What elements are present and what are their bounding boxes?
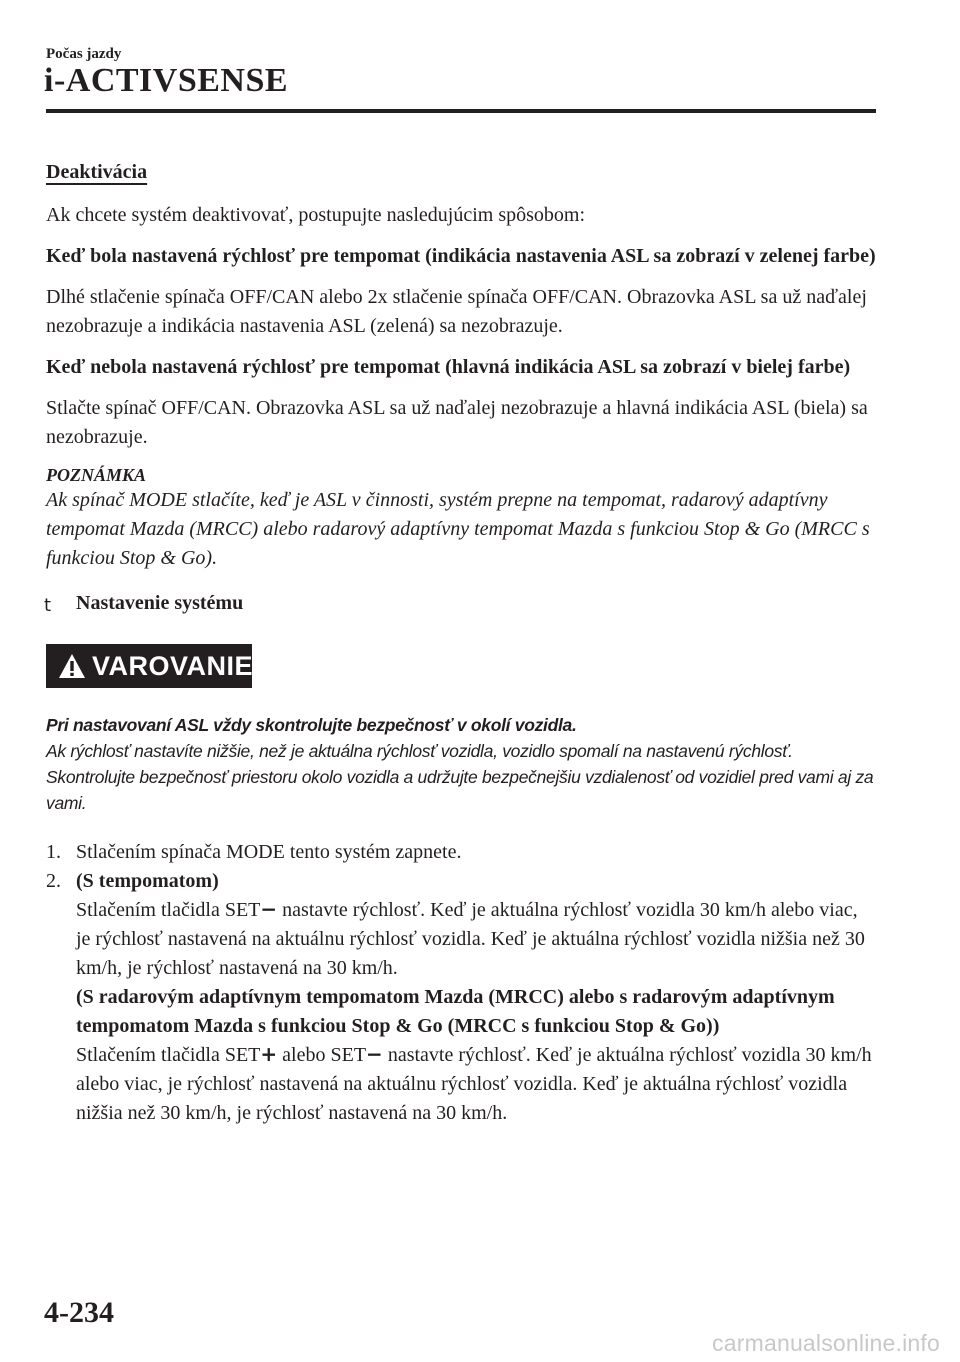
cruise-control-instructions <box>76 896 876 983</box>
case-speed-set-text: Dlhé stlačenie spínača OFF/CAN alebo 2x stlačenie spínača OFF/CAN. Obrazovka ASL sa už naďalej nezobrazuje a indikácia nastavenia ASL (zelená) sa nezobrazuje. <box>46 286 867 337</box>
case-speed-not-set-text: Stlačte spínač OFF/CAN. Obrazovka ASL sa už naďalej nezobrazuje a hlavná indikácia ASL (biela) sa nezobrazuje. <box>46 397 868 448</box>
case-speed-set-heading: Keď bola nastavená rýchlosť pre tempomat (indikácia nastavenia ASL sa zobrazí v zelenej farbe) <box>46 245 876 267</box>
section-marker-icon: t <box>44 595 52 616</box>
page-title: i-ACTIVSENSE <box>44 62 289 99</box>
instruction-text: Stlačením tlačidla SET <box>76 899 261 921</box>
instruction-text: nastavte rýchlosť. Keď je aktuálna rýchlosť vozidla 30 km/h alebo viac, je rýchlosť nastavená na aktuálnu rýchlosť vozidla. Keď je aktuálna rýchlosť vozidla nižšia než 30 km/h, je rýchlosť nastavená na 30 km/h. <box>76 899 865 979</box>
note-text: Ak spínač MODE stlačíte, keď je ASL v činnosti, systém prepne na tempomat, radarový adaptívny tempomat Mazda (MRCC) alebo radarový adaptívny tempomat Mazda s funkciou Stop & Go (MRCC s funkciou Stop & Go). <box>46 489 870 569</box>
instruction-text: Stlačením tlačidla SET <box>76 1044 261 1066</box>
step-number: 1. <box>46 841 61 863</box>
deactivation-heading: Deaktivácia <box>46 161 148 183</box>
cruise-control-subheading: (S tempomatom) <box>76 870 219 892</box>
setup-section-heading <box>46 589 876 618</box>
mrcc-instructions <box>76 1041 876 1128</box>
page-number: 4-234 <box>44 1296 114 1329</box>
case-speed-not-set-heading: Keď nebola nastavená rýchlosť pre tempomat (hlavná indikácia ASL sa zobrazí v bielej farbe) <box>46 356 851 378</box>
setup-heading-text: Nastavenie systému <box>76 592 244 614</box>
list-item <box>46 867 876 1128</box>
step-number: 2. <box>46 870 61 892</box>
plus-icon: + <box>260 1042 278 1066</box>
list-item <box>46 838 876 867</box>
warning-bold-line: Pri nastavovaní ASL vždy skontrolujte bezpečnosť v okolí vozidla. <box>46 715 577 735</box>
deactivation-intro: Ak chcete systém deaktivovať, postupujte nasledujúcim spôsobom: <box>46 204 586 226</box>
page-content <box>46 158 876 1128</box>
instruction-text: alebo SET <box>277 1044 367 1066</box>
step-text: Stlačením spínača MODE tento systém zapnete. <box>76 841 462 863</box>
warning-badge <box>46 644 252 688</box>
header-divider <box>46 109 876 113</box>
instruction-text: nastavte rýchlosť. Keď je aktuálna rýchlosť vozidla 30 km/h alebo viac, je rýchlosť nastavená na aktuálnu rýchlosť vozidla. Keď je aktuálna rýchlosť vozidla nižšia než 30 km/h, je rýchlosť nastavená na 30 km/h. <box>76 1044 872 1124</box>
mrcc-subheading: (S radarovým adaptívnym tempomatom Mazda (MRCC) alebo s radarovým adaptívnym tempomatom Mazda s funkciou Stop & Go (MRCC s funkciou Stop & Go)) <box>76 986 835 1037</box>
warning-text <box>46 712 876 816</box>
warning-label: VAROVANIE <box>92 650 254 681</box>
minus-icon: − <box>260 897 278 921</box>
setup-steps-list <box>46 838 876 1128</box>
section-label: Počas jazdy <box>46 46 122 62</box>
watermark: carmanualsonline.info <box>712 1330 940 1356</box>
warning-body: Ak rýchlosť nastavíte nižšie, než je aktuálna rýchlosť vozidla, vozidlo spomalí na nastavenú rýchlosť. Skontrolujte bezpečnosť priestoru okolo vozidla a udržujte bezpečnejšiu vzdialenosť od vozidiel pred vami aj za vami. <box>46 741 874 813</box>
note-label: POZNÁMKA <box>46 465 147 485</box>
minus-icon: − <box>366 1042 383 1066</box>
warning-triangle-icon <box>58 653 86 679</box>
